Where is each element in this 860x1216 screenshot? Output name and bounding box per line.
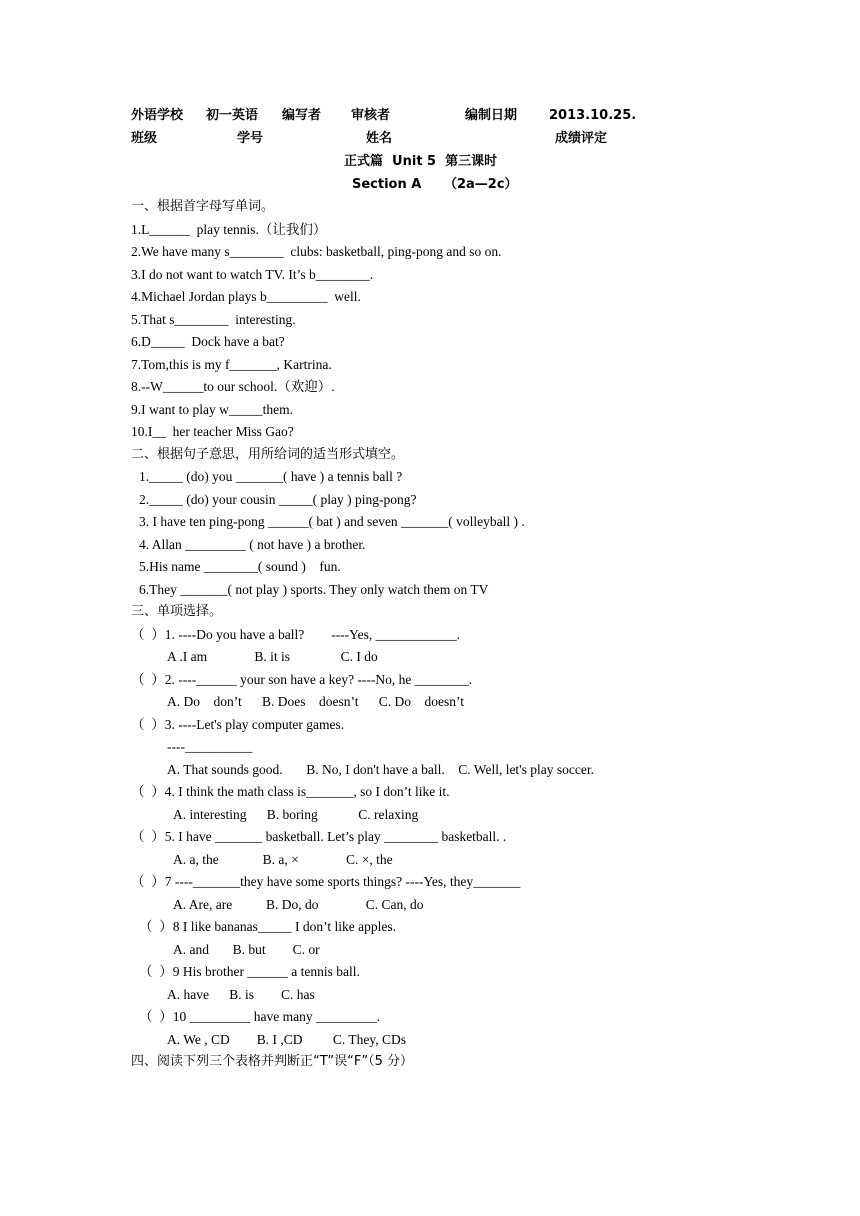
question-line: （ ）1. ----Do you have a ball? ----Yes, ____________. — [131, 627, 460, 642]
section2-item: 4. Allan _________ ( not have ) a brother. — [139, 537, 366, 552]
section2-heading: 二、根据句子意思，用所给词的适当形式填空。 — [131, 447, 405, 462]
section1-item: 1.L______ play tennis.（让我们） — [131, 222, 327, 237]
section1-item: 9.I want to play w_____them. — [131, 402, 293, 417]
section4-heading: 四、阅读下列三个表格并判断正“T”误“F”（5 分） — [131, 1054, 413, 1069]
section1-item: 7.Tom,this is my f_______, Kartrina. — [131, 357, 332, 372]
section2-item: 3. I have ten ping-pong ______( bat ) and seven _______( volleyball ) . — [139, 514, 525, 529]
header-class-label: 班级 — [131, 131, 158, 146]
question-line: （ ）9 His brother ______ a tennis ball. — [139, 964, 360, 979]
answer-line: ----__________ — [167, 739, 253, 754]
options-line: A. That sounds good. B. No, I don't have a ball. C. Well, let's play soccer. — [167, 762, 594, 777]
question-line: （ ）8 I like bananas_____ I don’t like apples. — [139, 919, 396, 934]
page-subtitle: Section A （2a—2c） — [352, 177, 518, 192]
section1-item: 2.We have many s________ clubs: basketball, ping-pong and so on. — [131, 244, 502, 259]
section1-heading: 一、根据首字母写单词。 — [131, 199, 275, 214]
header-subject: 初一英语 — [206, 108, 259, 123]
header-reviewer: 审核者 — [351, 108, 391, 123]
options-line: A .I am B. it is C. I do — [167, 649, 378, 664]
header-number-label: 学号 — [237, 131, 264, 146]
question-line: （ ）4. I think the math class is_______, so I don’t like it. — [131, 784, 450, 799]
question-line: （ ）5. I have _______ basketball. Let’s play ________ basketball. . — [131, 829, 507, 844]
options-line: A. and B. but C. or — [173, 942, 320, 957]
header-name-label: 姓名 — [366, 131, 393, 146]
page-title: 正式篇 Unit 5 第三课时 — [344, 154, 498, 169]
section2-item: 6.They _______( not play ) sports. They only watch them on TV — [139, 582, 489, 597]
options-line: A. We , CD B. I ,CD C. They, CDs — [167, 1032, 407, 1047]
options-line: A. have B. is C. has — [167, 987, 315, 1002]
section1-item: 6.D_____ Dock have a bat? — [131, 334, 285, 349]
header-writer: 编写者 — [282, 108, 322, 123]
header-school: 外语学校 — [131, 108, 184, 123]
section2-item: 1._____ (do) you _______( have ) a tennis ball ? — [139, 469, 403, 484]
options-line: A. a, the B. a, × C. ×, the — [173, 852, 393, 867]
section3-heading: 三、单项选择。 — [131, 604, 223, 619]
header-score-label: 成绩评定 — [555, 131, 608, 146]
question-line: （ ）3. ----Let's play computer games. — [131, 717, 345, 732]
header-date: 2013.10.25. — [549, 108, 637, 123]
options-line: A. Do don’t B. Does doesn’t C. Do doesn’t — [167, 694, 464, 709]
section2-item: 5.His name ________( sound ) fun. — [139, 559, 341, 574]
options-line: A. Are, are B. Do, do C. Can, do — [173, 897, 424, 912]
section1-item: 5.That s________ interesting. — [131, 312, 296, 327]
section1-item: 3.I do not want to watch TV. It’s b________. — [131, 267, 374, 282]
section1-item: 8.--W______to our school.（欢迎）. — [131, 379, 335, 394]
question-line: （ ）2. ----______ your son have a key? ----No, he ________. — [131, 672, 473, 687]
question-line: （ ）10 _________ have many _________. — [139, 1009, 381, 1024]
section1-item: 4.Michael Jordan plays b_________ well. — [131, 289, 361, 304]
section2-item: 2._____ (do) your cousin _____( play ) ping-pong? — [139, 492, 417, 507]
question-line: （ ）7 ----_______they have some sports things? ----Yes, they_______ — [131, 874, 521, 889]
section1-item: 10.I__ her teacher Miss Gao? — [131, 424, 294, 439]
options-line: A. interesting B. boring C. relaxing — [173, 807, 419, 822]
header-date-label: 编制日期 — [465, 108, 518, 123]
